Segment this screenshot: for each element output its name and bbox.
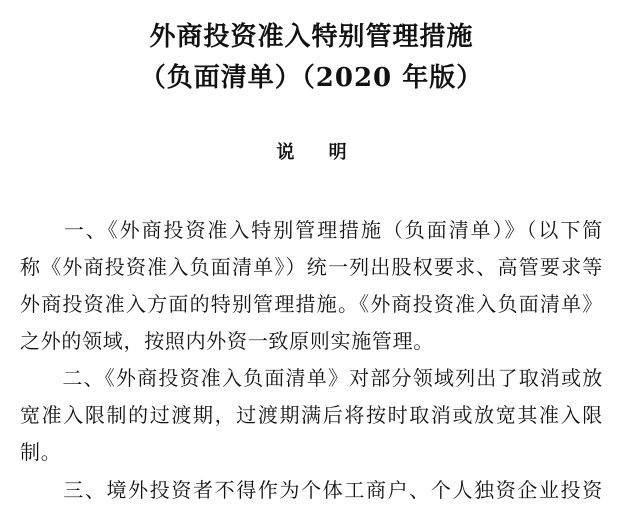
paragraph-line: 二、《外商投资准入负面清单》对部分领域列出了取消或放: [20, 366, 603, 390]
paragraph-1: [20, 212, 603, 360]
paragraph-2: [20, 360, 603, 471]
paragraph-line: 三、境外投资者不得作为个体工商户、个人独资企业投资: [20, 478, 603, 502]
paragraph-line: 之外的领域，按照内外资一致原则实施管理。: [20, 329, 434, 353]
paragraph-line: 一、《外商投资准入特别管理措施（负面清单）》（以下简: [20, 218, 603, 242]
document-title-line2: （负面清单）（2020 年版）: [139, 63, 484, 93]
paragraph-3: [20, 472, 603, 509]
paragraph-line: 宽准入限制的过渡期，过渡期满后将按时取消或放宽其准入限: [20, 403, 603, 427]
section-heading: 说 明: [276, 142, 361, 163]
paragraph-line: 外商投资准入方面的特别管理措施。《外商投资准入负面清单》: [20, 292, 603, 316]
document-title-line1: 外商投资准入特别管理措施: [149, 22, 474, 52]
paragraph-line: 制。: [20, 440, 62, 464]
paragraph-line: 称《外商投资准入负面清单》）统一列出股权要求、高管要求等: [20, 255, 603, 279]
